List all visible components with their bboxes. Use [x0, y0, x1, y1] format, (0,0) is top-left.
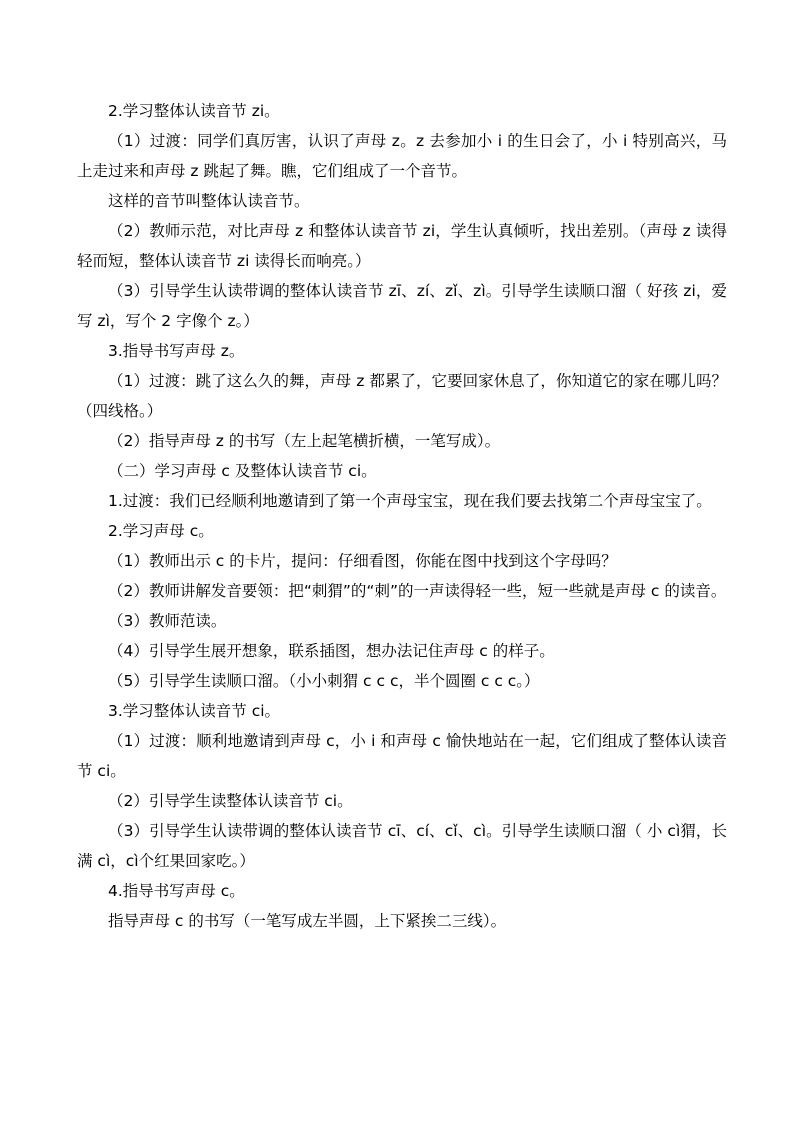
section-heading: 2.学习整体认读音节 zi。	[108, 102, 280, 120]
paragraph: （1）过渡：顺利地邀请到声母 c，小 i 和声母 c 愉快地站在一起，它们组成了整体认读音节 ci。	[77, 732, 727, 780]
paragraph: （2）教师示范，对比声母 z 和整体认读音节 zi，学生认真倾听，找出差别。（声母 z 读得轻而短，整体认读音节 zi 读得长而响亮。）	[77, 222, 727, 270]
paragraph: 1.过渡：我们已经顺利地邀请到了第一个声母宝宝，现在我们要去找第二个声母宝宝了。	[108, 492, 712, 510]
paragraph: （1）过渡：同学们真厉害，认识了声母 z。z 去参加小 i 的生日会了，小 i 特别高兴，马上走过来和声母 z 跳起了舞。瞧，它们组成了一个音节。	[77, 132, 727, 180]
section-heading: 2.学习声母 c。	[108, 522, 214, 540]
paragraph: （1）教师出示 c 的卡片，提问：仔细看图，你能在图中找到这个字母吗？	[108, 552, 617, 570]
paragraph: （2）指导声母 z 的书写（左上起笔横折横，一笔写成）。	[108, 432, 501, 450]
paragraph: （2）引导学生读整体认读音节 ci。	[108, 792, 353, 810]
paragraph: （2）教师讲解发音要领：把“刺猬”的“刺”的一声读得轻一些，短一些就是声母 c 的读音。	[108, 582, 727, 600]
paragraph: 指导声母 c 的书写（一笔写成左半圆，上下紧挨二三线）。	[108, 912, 507, 930]
paragraph: （5）引导学生读顺口溜。（小小刺猬 c c c，半个圆圈 c c c。）	[108, 672, 540, 690]
section-heading: 3.指导书写声母 z。	[108, 342, 245, 360]
section-heading: 4.指导书写声母 c。	[108, 882, 245, 900]
section-heading: 3.学习整体认读音节 ci。	[108, 702, 281, 720]
paragraph: （3）引导学生认读带调的整体认读音节 zī、zí、zǐ、zì。引导学生读顺口溜（ 好孩 zi，爱写 zì，写个 2 字像个 z。）	[77, 282, 727, 330]
paragraph: （1）过渡：跳了这么久的舞，声母 z 都累了，它要回家休息了，你知道它的家在哪儿吗？（四线格。）	[77, 372, 727, 420]
paragraph: （3）教师范读。	[108, 612, 227, 630]
paragraph: （3）引导学生认读带调的整体认读音节 cī、cí、cǐ、cì。引导学生读顺口溜（ 小 cì猬，长满 cì，cì个红果回家吃。）	[77, 822, 727, 870]
section-heading: （二）学习声母 c 及整体认读音节 ci。	[108, 462, 377, 480]
document-body	[77, 96, 727, 936]
paragraph: （4）引导学生展开想象，联系插图，想办法记住声母 c 的样子。	[108, 642, 555, 660]
paragraph: 这样的音节叫整体认读音节。	[108, 192, 310, 210]
